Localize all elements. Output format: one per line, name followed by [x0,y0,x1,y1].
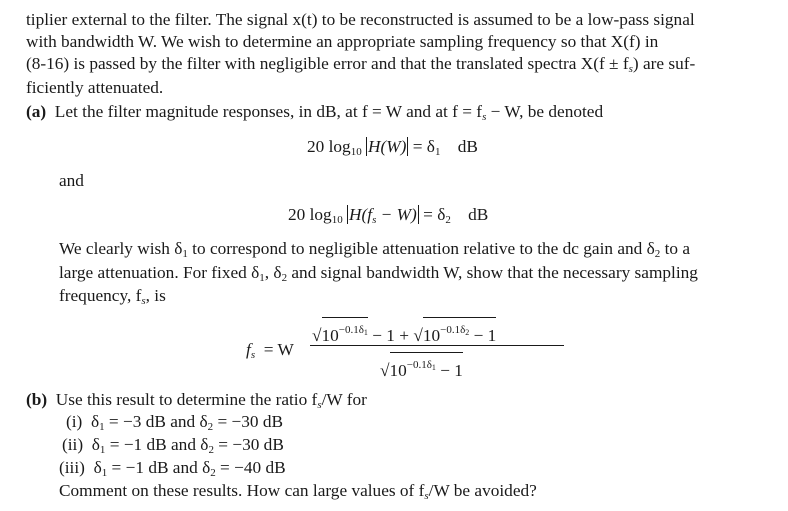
p2-part4: , δ [264,263,282,282]
part-a-text2: − W, be denoted [486,102,604,121]
eq2-lhs: 20 log [288,205,332,224]
eq1-mid: H(W) [368,137,407,156]
equation-2 [288,204,488,231]
eq1-sub: 1 [434,146,441,158]
comment-line [59,480,537,507]
text-line-3 [26,53,695,80]
comment-b: /W be avoided? [428,481,537,500]
text-line-2: with bandwidth W. We wish to determine an appropriate sampling frequency so that X(f) in [26,32,659,51]
eq2-mid-sub: s [372,214,377,226]
text-line-1: tiplier external to the filter. The signal x(t) to be reconstructed is assumed to be a low-pass signal [26,10,695,29]
eq3-num-a-exp-text: −0.1δ [338,324,364,336]
eq1-base: 10 [350,146,362,158]
part-b-label: (b) [26,390,48,409]
p2-sub4: 2 [281,272,288,284]
eq3-f-sub: s [250,349,256,361]
eq2-mid [347,205,419,224]
sub-s: s [628,63,633,75]
eq1-lhs: 20 log [307,137,351,156]
p2-part1: to correspond to negligible attenuation relative to the dc gain and δ [187,239,655,258]
eq3-num-c: 10 [422,326,441,345]
item-iii-d2: −40 dB [234,458,286,477]
eq1-rhs: = δ [412,137,435,156]
p2-part7: , is [145,286,166,305]
text-line-3-main: (8-16) is passed by the filter with negligible error and that the translated spectra X(f ± f [26,54,629,73]
part-b-text2: /W for [321,390,367,409]
p2-part6: frequency, f [59,286,142,305]
p2-sub1: 1 [182,248,188,260]
item-ii-num: (ii) [62,435,84,454]
eq3-den-b: − 1 [435,361,463,380]
item-iii-num: (iii) [59,458,85,477]
item-i-d1: −3 dB [123,412,166,431]
part-a-label: (a) [26,102,47,121]
item-ii: (ii) $\delta_1 = -1$ dB and $\delta_2 = -30$ dB [62,435,284,456]
item-iii: (iii) $\delta_1 = -1$ dB and $\delta_2 = -40$ dB [59,458,286,479]
part-b-sub: s [317,399,322,411]
p2-part5: and signal bandwidth W, show that the necessary sampling [287,263,698,282]
eq3-lhs [246,339,294,366]
text-line-3-tail: ) are suf- [632,54,696,73]
eq3-num-a: 10 [321,326,339,345]
item-i-num: (i) [66,412,83,431]
item-ii-d2: −30 dB [232,435,284,454]
eq2-sub: 2 [445,214,451,226]
p2-part3: large attenuation. For fixed δ [59,263,260,282]
eq3-den: 10 [389,361,407,380]
part-a-text1: Let the filter magnitude responses, in dB, at f = W and at f = f [54,102,483,121]
eq3-num-b: − 1 + [367,326,414,345]
text-line-4: ficiently attenuated. [26,78,164,97]
eq2-mid-a: H(f [349,205,373,224]
eq3-num-c-exp-text: −0.1δ [440,324,466,336]
comment-a: Comment on these results. How can large values of f [59,481,425,500]
eq3-num-d: − 1 [469,326,497,345]
sub-s-a: s [482,111,487,123]
eq2-base: 10 [331,214,343,226]
eq3-num-a-exp: −0.1δ1 [338,324,368,337]
item-iii-d1: −1 dB [125,458,169,477]
eq3-num-c-exp: −0.1δ2 [440,324,470,337]
part-b-text: Use this result to determine the ratio f [55,390,318,409]
eq3-fraction-bar [310,345,564,346]
eq2-mid-b: − W) [376,205,417,224]
p2-line-3 [59,285,166,312]
eq2-rhs: = δ [423,205,446,224]
item-i: (i) $\delta_1 = -3$ dB and $\delta_2 = -30$ dB [66,412,284,433]
p2-part2: to a [660,239,691,258]
eq3-den-exp: −0.1δ1 [406,359,436,372]
item-ii-d1: −1 dB [123,435,167,454]
p2-sub5: s [141,295,146,307]
p2-part0: We clearly wish δ [59,239,183,258]
part-a-line [26,101,603,128]
item-i-d2: −30 dB [231,412,284,431]
eq2-unit: dB [468,205,489,224]
eq3-denominator: $√10^{-0.1\delta 1} - 1$ [380,352,463,382]
p2-line-1 [59,238,690,265]
p2-sub2: 2 [654,248,661,260]
eq3-f: f [246,340,251,359]
eq3-numerator: $√10^{-0.1\delta 1} - 1 + √10^{-0.1\delta 2} - 1$ [312,317,496,347]
equation-1 [307,136,478,163]
comment-sub: s [424,490,429,502]
and-text: and [59,171,84,190]
eq1-unit: dB [457,137,478,156]
eq3-den-exp-text: −0.1δ [406,359,432,371]
p2-sub3: 1 [259,272,265,284]
eq3-eq: = W [263,340,294,359]
